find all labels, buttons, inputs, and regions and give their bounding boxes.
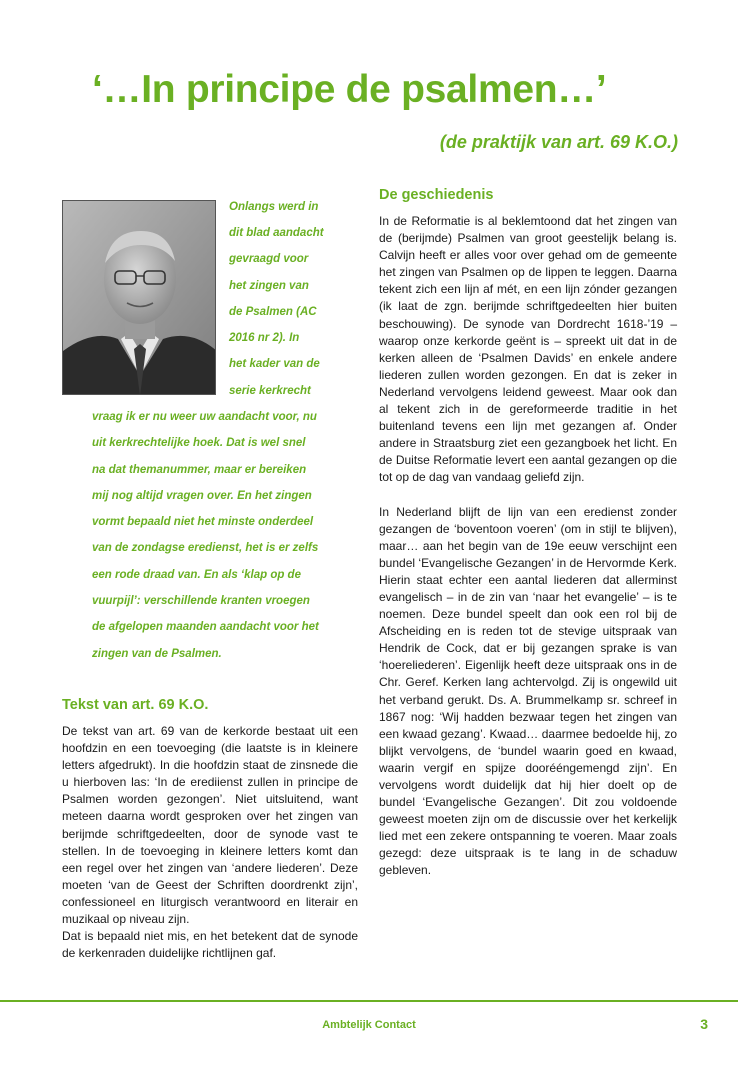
article-title: ‘…In principe de psalmen…’ xyxy=(92,68,607,111)
intro-line: het kader van de xyxy=(229,358,320,370)
intro-line: vraag ik er nu weer uw aandacht voor, nu xyxy=(92,411,317,423)
intro-line: het zingen van xyxy=(229,280,309,292)
history-body xyxy=(379,213,677,880)
intro-line: een rode draad van. En als ‘klap op de xyxy=(92,569,301,581)
intro-line: mij nog altijd vragen over. En het zingen xyxy=(92,490,312,502)
section-heading-history: De geschiedenis xyxy=(379,187,494,203)
intro-line: Onlangs werd in xyxy=(229,201,319,213)
paragraph: Dat is bepaald niet mis, en het betekent dat de synode de kerkenraden duidelijke richtlijnen gaf. xyxy=(62,929,358,961)
intro-line: vuurpijl’: verschillende kranten vroegen xyxy=(92,595,310,607)
author-photo xyxy=(62,200,216,395)
intro-line: de Psalmen (AC xyxy=(229,306,317,318)
paragraph: In Nederland blijft de lijn van een eredienst zonder gezangen de ‘boventoon voeren’ (om in stijl te blijven), maar… aan het begin van de 19e eeuw verschijnt een bundel ‘Evangelische Gezangen’ in de Hervormde Kerk. Hierin staat echter een aantal liederen dat allerminst evangelisch – in de zin van ‘naar het evangelie’ – is te noemen. Deze bundel speelt dan ook een rol bij de Afscheiding en is reden tot de stevige uitspraak van Hendrik de Cock, dat er bij gezangen sprake is van ‘hoereliederen’. Eigenlijk heeft deze uitspraak ons in de Chr. Geref. Kerken lang achtervolgd. Zij is ongewild uit het verband gerukt. Ds. A. Brummelkamp sr. schreef in 1867 nog: ‘Wij hadden bezwaar tegen het zingen van een kwaad gezang’. Kwaad… daarmee bedoelde hij, zo blijkt vervolgens, de ‘bundel waarin goed en kwaad, waarin vergif en spijze doorééngemengd zijn’. En vervolgens wordt duidelijk dat hij hier doelt op de bundel ‘Evangelische Gezangen’. Dit zou voldoende geweest moeten zijn om de discussie over het kerkelijk lied met een zekere ontspanning te voeren. Maar zoals gezegd: deze uitspraak is te lang in de schaduw gebleven. xyxy=(379,504,677,878)
intro-line: de afgelopen maanden aandacht voor het xyxy=(92,621,319,633)
footer-magazine-name: Ambtelijk Contact xyxy=(322,1019,416,1031)
intro-line: gevraagd voor xyxy=(229,253,309,265)
article-text-body xyxy=(62,723,358,962)
page-number: 3 xyxy=(700,1016,708,1032)
intro-line: vormt bepaald niet het minste onderdeel xyxy=(92,516,314,528)
intro-line: dit blad aandacht xyxy=(229,227,324,239)
intro-line: serie kerkrecht xyxy=(229,385,311,397)
intro-line: van de zondagse eredienst, het is er zelfs xyxy=(92,542,319,554)
section-heading-article-text: Tekst van art. 69 K.O. xyxy=(62,697,209,713)
intro-line: na dat themanummer, maar er bereiken xyxy=(92,464,307,476)
footer-divider xyxy=(0,1000,738,1002)
intro-line: zingen van de Psalmen. xyxy=(92,648,222,660)
paragraph: In de Reformatie is al beklemtoond dat het zingen van de (berijmde) Psalmen van groot geestelijk belang is. Calvijn heeft er alles voor over gehad om de gemeente het zingen van Psalmen op de lippen te leggen. Daarna tekent zich een lijn af mét, en een lijn zónder gezangen (ik laat de zgn. berijmde schriftgedeelten hier buiten beschouwing). De synode van Dordrecht 1618-’19 – waarop onze kerkorde geënt is – spreekt uit dat in de kerken alleen de ‘Psalmen Davids’ en enkele andere liederen zullen worden gezongen. En dat is zeker in Nederland vervolgens leidend geweest. Maar ook dan al tekent zich in de gereformeerde traditie in het buitenland tevens een lijn met gezangen af. Onder andere in Straatsburg ziet een gezangboek het licht. En de Duitse Reformatie levert een aantal gezangen op die tot op de dag van vandaag geliefd zijn. xyxy=(379,214,677,485)
intro-line: 2016 nr 2). In xyxy=(229,332,300,344)
intro-line: uit kerkrechtelijke hoek. Dat is wel snel xyxy=(92,437,306,449)
paragraph: De tekst van art. 69 van de kerkorde bestaat uit een hoofdzin en een toevoeging (die laatste is in kleinere letters afgedrukt). In die hoofdzin staat de zinsnede die u hierboven las: ‘In de erediienst zullen in principe de Psalmen worden gezongen’. Niet uitsluitend, want meteen daarna wordt gesproken over het zingen van berijmde schriftgedeelten, door de synode vast te stellen. In de toevoeging in kleinere letters komt dan een regel over het zingen van ‘andere liederen’. Deze moeten ‘van de Geest der Schriften doordrenkt zijn’, confessioneel en liturgisch verantwoord en literair en muzikaal op niveau zijn. xyxy=(62,724,358,927)
article-subtitle: (de praktijk van art. 69 K.O.) xyxy=(439,132,678,152)
